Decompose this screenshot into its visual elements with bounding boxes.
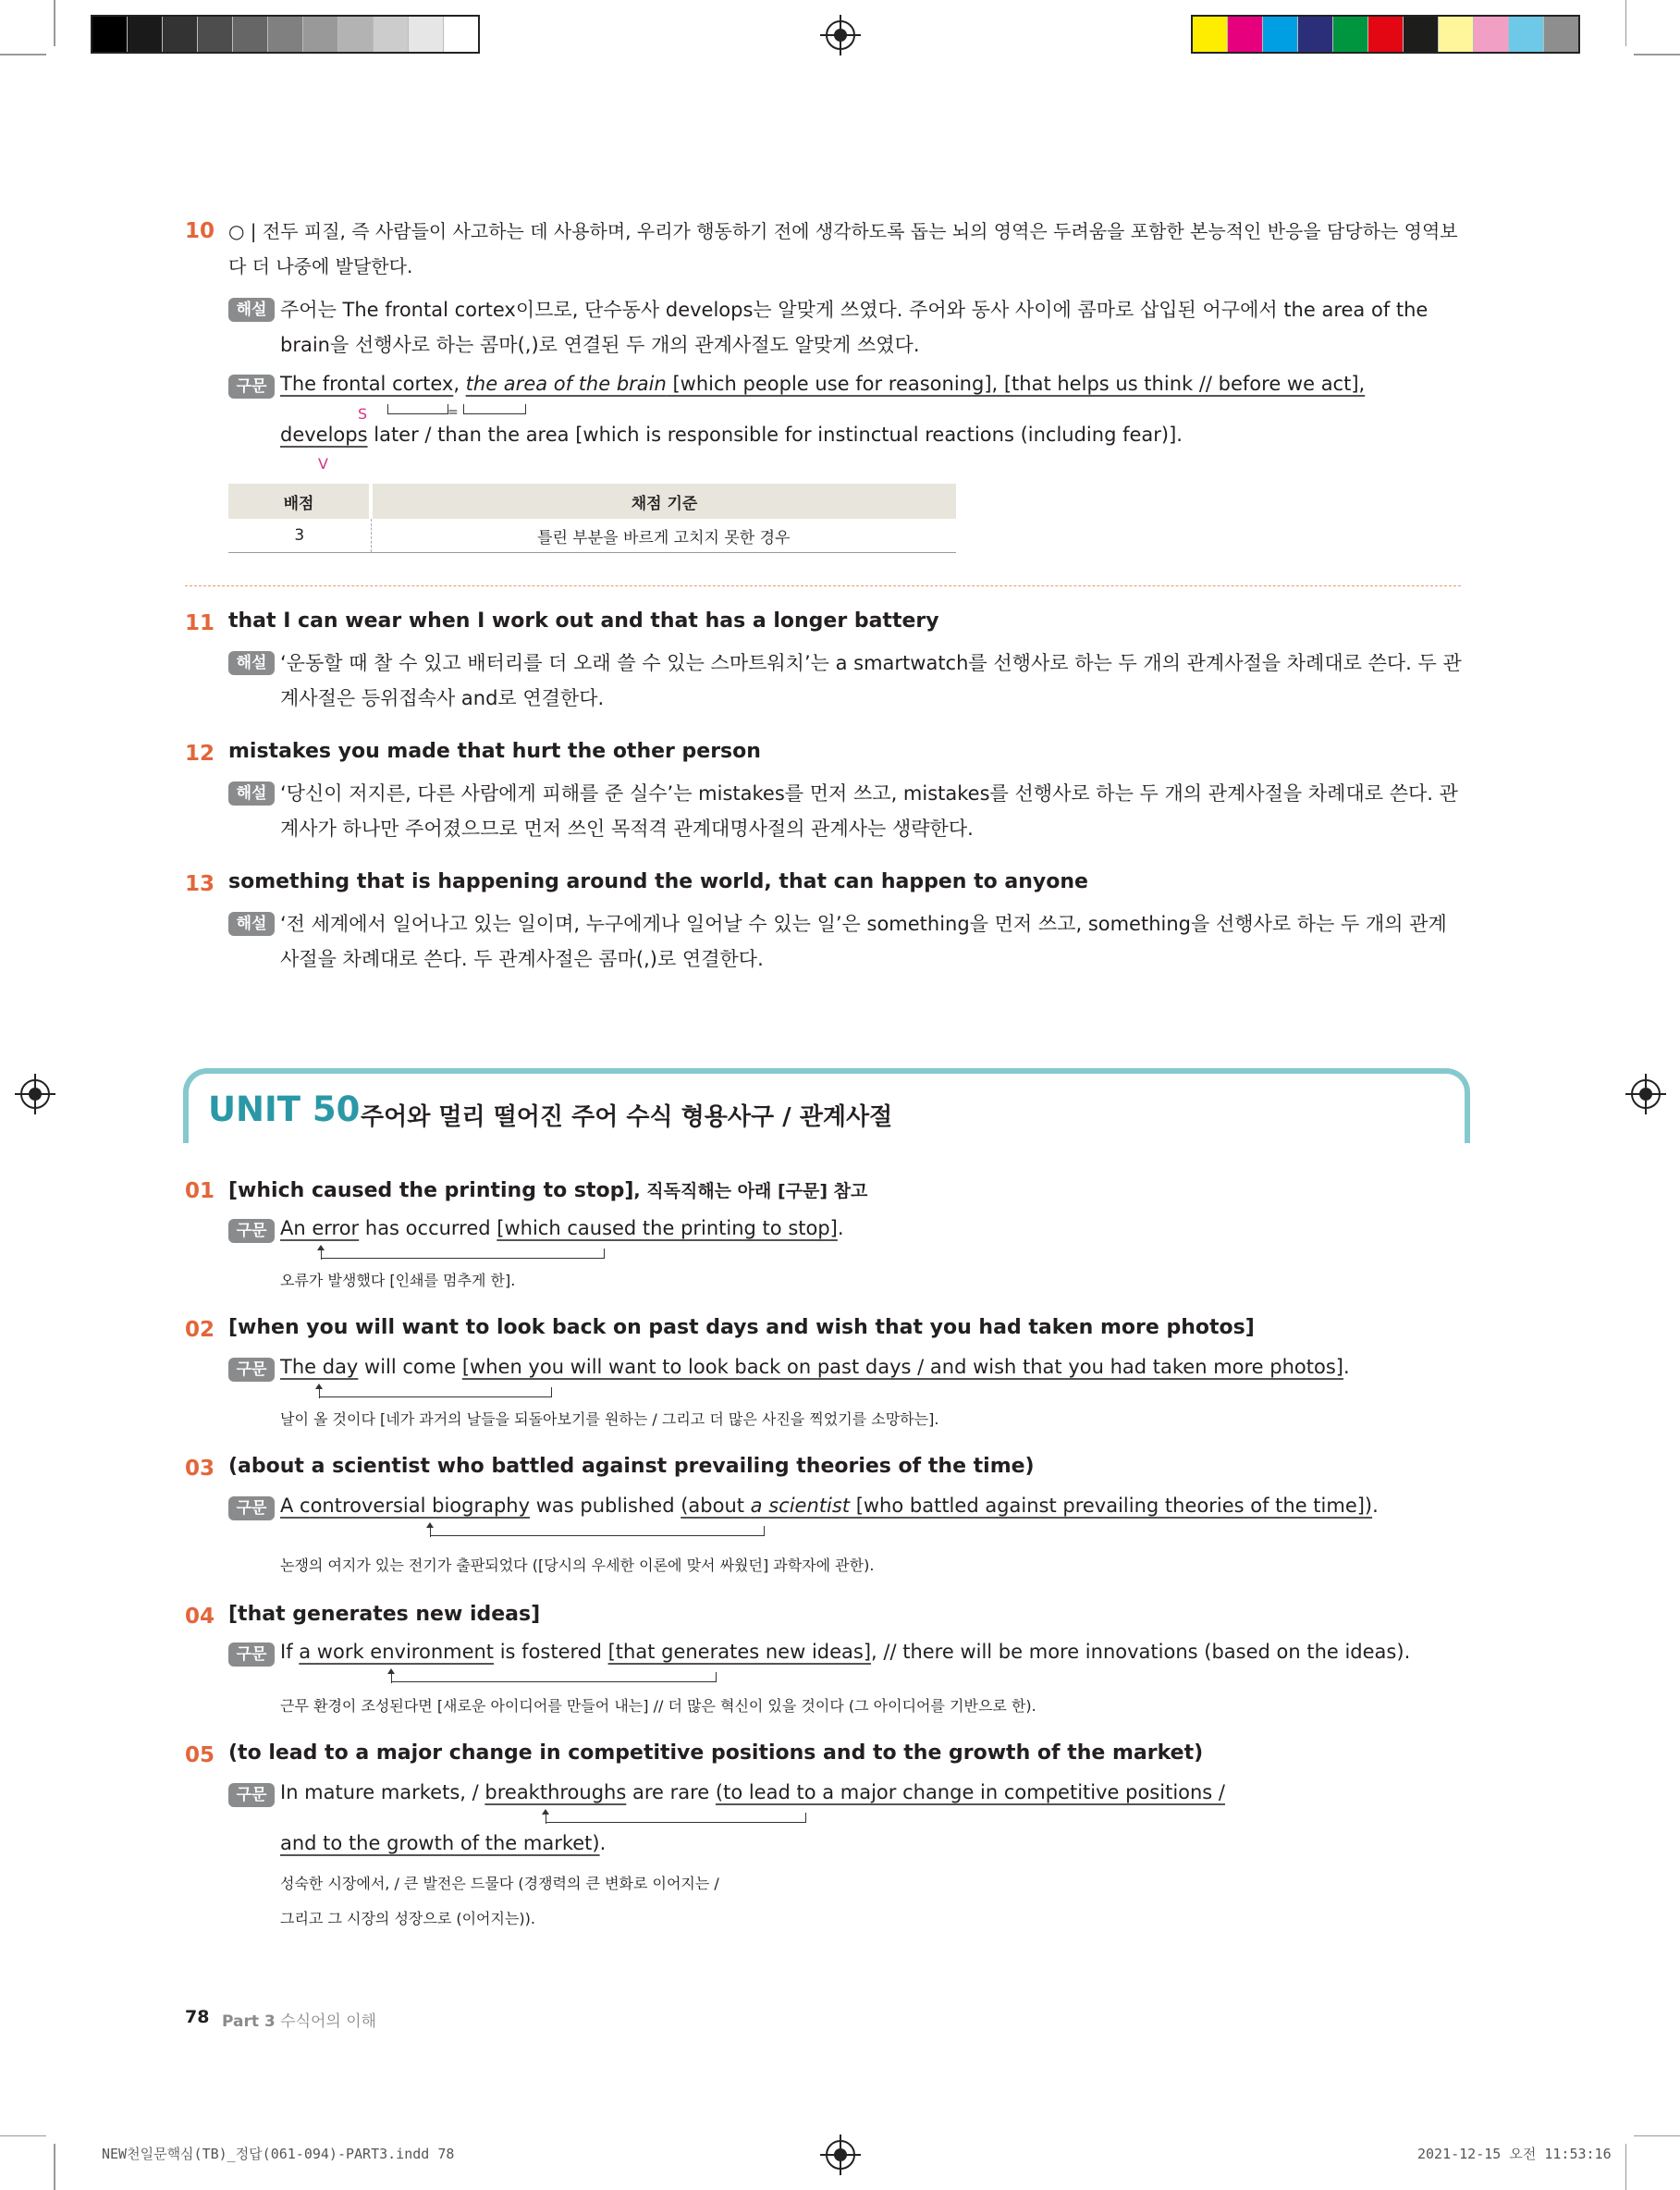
question-number: 10 [185, 219, 215, 243]
structure-sentence-line1: The frontal cortex, the area of the brain [which people use for reasoning], [that helps us think // before we act], [280, 373, 1366, 395]
color-swatch [233, 17, 268, 52]
color-swatch [1228, 17, 1263, 52]
color-swatch [1368, 17, 1404, 52]
verb-mark: V [318, 455, 328, 473]
structure-tag: 구문 [228, 1496, 275, 1520]
structure-tag: 구문 [228, 1358, 275, 1382]
registration-mark-icon [1631, 1079, 1661, 1109]
korean-translation: 성숙한 시장에서, / 큰 발전은 드물다 (경쟁력의 큰 변화로 이어지는 / [280, 1875, 719, 1892]
answer-text: (to lead to a major change in competitive positions and to the growth of the market) [228, 1741, 1204, 1765]
color-swatch [92, 17, 128, 52]
bracket [321, 1249, 605, 1259]
answer-text: [that generates new ideas] [228, 1603, 541, 1626]
answer-text: that I can wear when I work out and that has a longer battery [228, 609, 939, 633]
structure-sentence-line2: develops later / than the area [which is responsible for instinctual reactions (including fear)]. [280, 424, 1183, 446]
question-number: 02 [185, 1318, 215, 1342]
answer-explanation: ○ | 전두 피질, 즉 사람들이 사고하는 데 사용하며, 우리가 행동하기 전에 생각하도록 돕는 뇌의 영역은 두려움을 포함한 본능적인 반응을 담당하는 영역보 다 더 나중에 발달한다. [228, 220, 1458, 277]
structure-tag: 구문 [228, 1783, 275, 1807]
crop-mark [1634, 2135, 1680, 2137]
color-swatch [163, 17, 198, 52]
color-swatch [409, 17, 444, 52]
scoring-table [228, 484, 956, 553]
explanation-tag: 해설 [228, 781, 275, 806]
subject-mark: S [358, 405, 368, 423]
explanation-tag: 해설 [228, 912, 275, 936]
explanation-text: ‘당신이 저지른, 다른 사람에게 피해를 준 실수’는 mistakes를 먼저 쓰고, mistakes를 선행사로 하는 두 개의 관계사절을 차례대로 쓴다. 관계사가 하나만 주어졌으므로 먼저 쓰인 목적격 관계대명사절의 관계사는 생략한다. [280, 782, 1458, 840]
equals-mark: = [448, 405, 459, 420]
registration-mark-icon [20, 1079, 50, 1109]
color-swatch [128, 17, 163, 52]
page-number: 78 [185, 2007, 210, 2027]
color-swatch [1193, 17, 1228, 52]
crop-mark [1625, 2144, 1627, 2190]
answer-text: mistakes you made that hurt the other person [228, 740, 761, 763]
color-swatches [1191, 15, 1580, 54]
question-number: 05 [185, 1743, 215, 1767]
explanation-text: ‘전 세계에서 일어나고 있는 일이며, 누구에게나 일어날 수 있는 일’은 something을 먼저 쓰고, something을 선행사로 하는 두 개의 관계사절을 차례대로 쓴다. 두 관계사절은 콤마(,)로 연결한다. [280, 913, 1447, 970]
korean-translation: 논쟁의 여지가 있는 전기가 출판되었다 ([당시의 우세한 이론에 맞서 싸웠던] 과학자에 관한). [280, 1556, 875, 1574]
color-swatch [1474, 17, 1509, 52]
color-swatch [1509, 17, 1544, 52]
crop-mark [1625, 0, 1627, 46]
part-label: Part 3 수식어의 이해 [222, 2012, 377, 2031]
question-number: 11 [185, 611, 215, 635]
color-swatch [338, 17, 374, 52]
korean-translation: 근무 환경이 조성된다면 [새로운 아이디어를 만들어 내는] // 더 많은 혁신이 있을 것이다 (그 아이디어를 기반으로 한). [280, 1697, 1036, 1715]
korean-translation: 오류가 발생했다 [인쇄를 멈추게 한]. [280, 1272, 516, 1289]
structure-sentence: If a work environment is fostered [that generates new ideas], // there will be more innovations (based on the ideas). [280, 1641, 1411, 1663]
color-swatch [1439, 17, 1474, 52]
bracket [387, 404, 448, 414]
slug-date: 2021-12-15 오전 11:53:16 [1417, 2146, 1612, 2162]
korean-translation: 날이 올 것이다 [네가 과거의 날들을 되돌아보기를 원하는 / 그리고 더 많은 사진을 찍었기를 소망하는]. [280, 1410, 939, 1428]
color-swatch [374, 17, 409, 52]
structure-sentence: A controversial biography was published (about a scientist [who battled against prevailing theories of the time]). [280, 1495, 1379, 1517]
answer-text: [which caused the printing to stop], 직독직해는 아래 [구문] 참고 [228, 1179, 868, 1202]
question-number: 01 [185, 1179, 215, 1203]
answer-text: [when you will want to look back on past days and wish that you had taken more photos] [228, 1316, 1255, 1339]
color-swatch [268, 17, 303, 52]
table-header: 배점 [228, 484, 371, 519]
structure-sentence: An error has occurred [which caused the printing to stop]. [280, 1217, 844, 1239]
explanation-text: ‘운동할 때 찰 수 있고 배터리를 더 오래 쓸 수 있는 스마트워치’는 a smartwatch를 선행사로 하는 두 개의 관계사절을 차례대로 쓴다. 두 관계사절은 등위접속사 and로 연결한다. [280, 652, 1462, 709]
color-swatch [1404, 17, 1439, 52]
crop-mark [54, 0, 55, 46]
section-divider [185, 585, 1461, 586]
bracket [391, 1672, 717, 1682]
crop-mark [54, 2144, 55, 2190]
question-number: 04 [185, 1605, 215, 1629]
korean-translation: 그리고 그 시장의 성장으로 (이어지는)). [280, 1910, 535, 1927]
structure-sentence-line2: and to the growth of the market). [280, 1832, 607, 1854]
crop-mark [0, 2135, 46, 2137]
color-swatch [1263, 17, 1298, 52]
structure-tag: 구문 [228, 1642, 275, 1667]
bracket [319, 1387, 552, 1397]
question-number: 13 [185, 872, 215, 896]
crop-mark [1634, 54, 1680, 55]
color-swatch [1333, 17, 1368, 52]
structure-tag: 구문 [228, 375, 275, 399]
structure-sentence-line1: In mature markets, / breakthroughs are rare (to lead to a major change in competitive positions / [280, 1781, 1225, 1803]
explanation-tag: 해설 [228, 651, 275, 675]
unit-label: UNIT 50 [208, 1089, 361, 1129]
structure-tag: 구문 [228, 1219, 275, 1243]
explanation-tag: 해설 [228, 298, 275, 322]
color-swatch [198, 17, 233, 52]
crop-mark [0, 54, 46, 55]
color-swatch [1544, 17, 1578, 52]
color-swatch [1298, 17, 1333, 52]
question-number: 12 [185, 742, 215, 766]
slug-file: NEW천일문핵심(TB)_정답(061-094)-PART3.indd 78 [102, 2146, 455, 2162]
question-number: 03 [185, 1457, 215, 1481]
explanation-text: 주어는 The frontal cortex이므로, 단수동사 develops는 알맞게 쓰였다. 주어와 동사 사이에 콤마로 삽입된 어구에서 the area of the brain을 선행사로 하는 콤마(,)로 연결된 두 개의 관계사절도 알맞게 쓰였다. [280, 299, 1429, 356]
grayscale-swatches [91, 15, 480, 54]
bracket [463, 404, 526, 414]
answer-text: (about a scientist who battled against prevailing theories of the time) [228, 1455, 1035, 1478]
table-header: 채점 기준 [371, 484, 956, 519]
registration-mark-icon [826, 20, 855, 50]
color-swatch [444, 17, 478, 52]
bracket [546, 1813, 806, 1823]
table-cell: 틀린 부분을 바르게 고치지 못한 경우 [371, 519, 956, 553]
unit-title: 주어와 멀리 떨어진 주어 수식 형용사구 / 관계사절 [361, 1103, 893, 1131]
answer-text: something that is happening around the world, that can happen to anyone [228, 870, 1088, 893]
registration-mark-icon [826, 2140, 855, 2170]
table-cell: 3 [228, 519, 371, 553]
color-swatch [303, 17, 338, 52]
bracket [430, 1526, 765, 1536]
structure-sentence: The day will come [when you will want to look back on past days / and wish that you had taken more photos]. [280, 1356, 1350, 1378]
